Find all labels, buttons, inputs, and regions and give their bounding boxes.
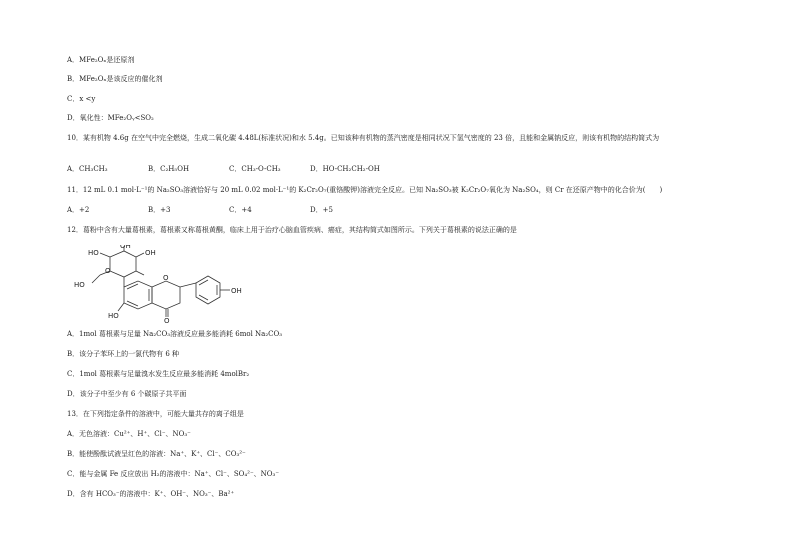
label-o-ring: O <box>163 274 169 282</box>
label-ho-3: HO <box>88 249 99 257</box>
option-a: A．MFe₂Oₓ是还原剂 <box>67 56 135 64</box>
question-12-option-d: D．该分子中至少有 6 个碳原子共平面 <box>67 390 187 398</box>
q10-option-c: C．CH₃-O-CH₃ <box>229 165 281 173</box>
puerarin-structure <box>70 245 270 323</box>
q11-option-d: D．+5 <box>310 206 333 214</box>
q10-option-d: D．HO-CH₂CH₂-OH <box>310 165 380 173</box>
label-ho-5: HO <box>108 312 119 320</box>
structure-drawing <box>70 245 270 323</box>
question-13-option-d: D．含有 HCO₃⁻的溶液中：K⁺、OH⁻、NO₃⁻、Ba²⁺ <box>67 490 235 498</box>
label-oh-6: OH <box>231 287 242 295</box>
question-12: 12．葛粉中含有大量葛根素，葛根素又称葛根黄酮，临床上用于治疗心脑血管疾病、癌症，其结构简式如图所示。下列关于葛根素的说法正确的是 <box>67 226 517 234</box>
question-12-option-b: B．该分子苯环上的一氯代物有 6 种 <box>67 350 180 358</box>
question-13-option-b: B．能使酚酞试液呈红色的溶液：Na⁺、K⁺、Cl⁻、CO₃²⁻ <box>67 450 246 458</box>
question-11: 11．12 mL 0.1 mol·L⁻¹的 Na₂SO₃溶液恰好与 20 mL 0.02 mol·L⁻¹的 K₂Cr₂O₇(重铬酸钾)溶液完全反应。已知 Na₂SO₃被 K₂Cr₂O₇氧化为 Na₂SO₄，则 Cr 在还原产物中的化合价为( ) <box>67 186 663 194</box>
label-o-carbonyl: O <box>164 317 170 323</box>
label-oh-2: OH <box>145 249 156 257</box>
question-12-option-a: A．1mol 葛根素与足量 Na₂CO₃溶液反应最多能消耗 6mol Na₂CO₃ <box>67 330 283 338</box>
label-oh-1: OH <box>120 245 131 250</box>
question-10: 10．某有机物 4.6g 在空气中完全燃烧，生成二氧化碳 4.48L(标准状况)和水 5.4g。已知该种有机物的蒸汽密度是相同状况下氢气密度的 23 倍，且能和金属钠反应，则该有机物的结构简式为 <box>67 134 660 142</box>
option-c: C．x <y <box>67 95 96 103</box>
label-o-sugar: O <box>105 267 111 275</box>
label-ho-4: HO <box>74 281 85 289</box>
question-13-option-a: A．无色溶液：Cu²⁺、H⁺、Cl⁻、NO₃⁻ <box>67 430 191 438</box>
q11-option-c: C．+4 <box>229 206 252 214</box>
q11-option-b: B．+3 <box>148 206 171 214</box>
q10-option-a: A．CH₃CH₃ <box>67 165 108 173</box>
question-13-option-c: C．能与金属 Fe 反应放出 H₂的溶液中：Na⁺、Cl⁻、SO₄²⁻、NO₃⁻ <box>67 470 280 478</box>
question-10-options <box>67 165 380 174</box>
option-b: B．MFe₂Oₓ是该反应的催化剂 <box>67 75 163 83</box>
question-12-option-c: C．1mol 葛根素与足量溴水发生反应最多能消耗 4molBr₂ <box>67 370 250 378</box>
question-11-options <box>67 206 333 215</box>
q10-option-b: B．C₂H₅OH <box>148 165 190 173</box>
q11-option-a: A．+2 <box>67 206 90 214</box>
option-d: D．氧化性：MFe₂Oᵧ<SO₂ <box>67 114 154 122</box>
question-13: 13．在下列指定条件的溶液中，可能大量共存的离子组是 <box>67 410 244 418</box>
